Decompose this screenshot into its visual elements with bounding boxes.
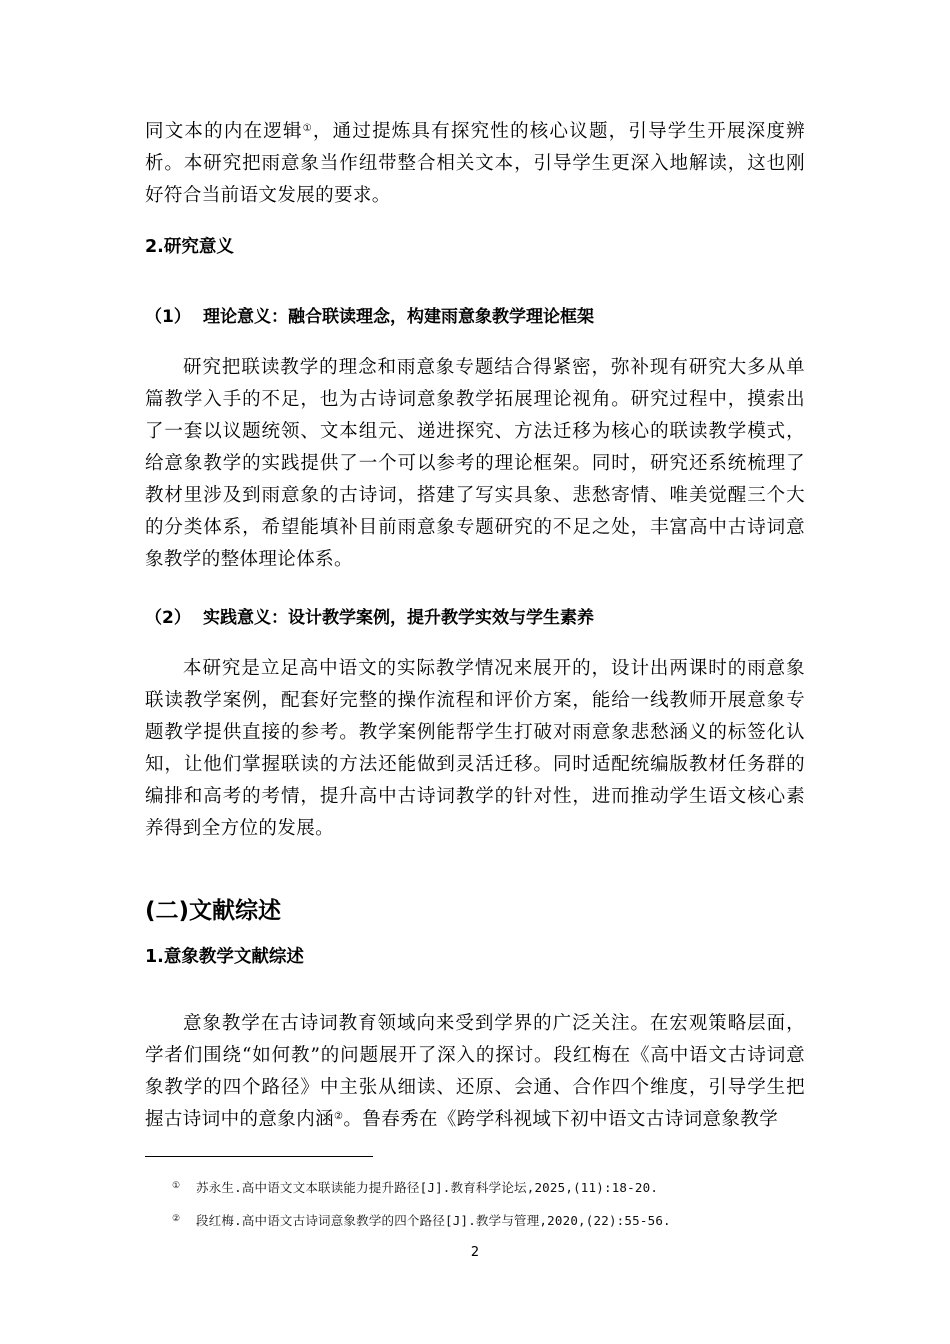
subsection-title: 实践意义：设计教学案例，提升教学实效与学生素养 [203,608,594,628]
footnote-2 [172,1211,671,1229]
section-heading: 1.意象教学文献综述 [145,947,304,967]
footnote-1 [172,1178,658,1196]
footnote-text: 段红梅.高中语文古诗词意象教学的四个路径[J].教学与管理,2020,(22):55-56. [196,1213,671,1228]
footnote-ref[interactable]: ② [334,1111,344,1122]
subsection-heading-practice [145,603,594,628]
paragraph-text: ，通过提炼具有探究性的核心议题，引导学生开展深度辨析。本研究把雨意象当作纽带整合相关文本，引导学生更深入地解读，这也刚好符合当前语文发展的要求。 [145,121,805,206]
paragraph-continuation [145,116,805,212]
footnote-mark: ① [172,1181,181,1191]
paragraph-literature [145,1008,805,1136]
paragraph-text: 。鲁春秀在《跨学科视域下初中语文古诗词意象教学 [343,1109,779,1130]
paragraph-theory: 研究把联读教学的理念和雨意象专题结合得紧密，弥补现有研究大多从单篇教学入手的不足，也为古诗词意象教学拓展理论视角。研究过程中，摸索出了一套以议题统领、文本组元、递进探究、方法迁移为核心的联读教学模式，给意象教学的实践提供了一个可以参考的理论框架。同时，研究还系统梳理了教材里涉及到雨意象的古诗词，搭建了写实具象、悲愁寄情、唯美觉醒三个大的分类体系，希望能填补目前雨意象专题研究的不足之处，丰富高中古诗词意象教学的整体理论体系。 [145,357,805,570]
footnote-text: 苏永生.高中语文文本联读能力提升路径[J].教育科学论坛,2025,(11):18-20. [196,1180,659,1195]
paragraph-text: 同文本的内在逻辑 [145,121,303,142]
section-heading: 2.研究意义 [145,237,234,257]
subsection-title: 理论意义：融合联读理念，构建雨意象教学理论框架 [203,307,594,327]
footnote-divider [145,1156,373,1157]
paragraph-text: 意象教学在古诗词教育领域向来受到学界的广泛关注。在宏观策略层面，学者们围绕“如何教”的问题展开了深入的探讨。段红梅在《高中语文古诗词意象教学的四个路径》中主张从细读、还原、会通、合作四个维度，引导学生把握古诗词中的意象内涵 [145,1013,805,1130]
subsection-heading-theory [145,302,594,327]
subsection-number: （2） [145,608,191,628]
paragraph-practice: 本研究是立足高中语文的实际教学情况来展开的，设计出两课时的雨意象联读教学案例，配套好完整的操作流程和评价方案，能给一线教师开展意象专题教学提供直接的参考。教学案例能帮学生打破对雨意象悲愁涵义的标签化认知，让他们掌握联读的方法还能做到灵活迁移。同时适配统编版教材任务群的编排和高考的考情，提升高中古诗词教学的针对性，进而推动学生语文核心素养得到全方位的发展。 [145,658,805,839]
page-number: 2 [470,1245,480,1260]
chapter-heading: (二)文献综述 [145,898,282,924]
footnote-mark: ② [172,1214,181,1224]
footnote-ref[interactable]: ① [302,123,313,134]
subsection-number: （1） [145,307,191,327]
